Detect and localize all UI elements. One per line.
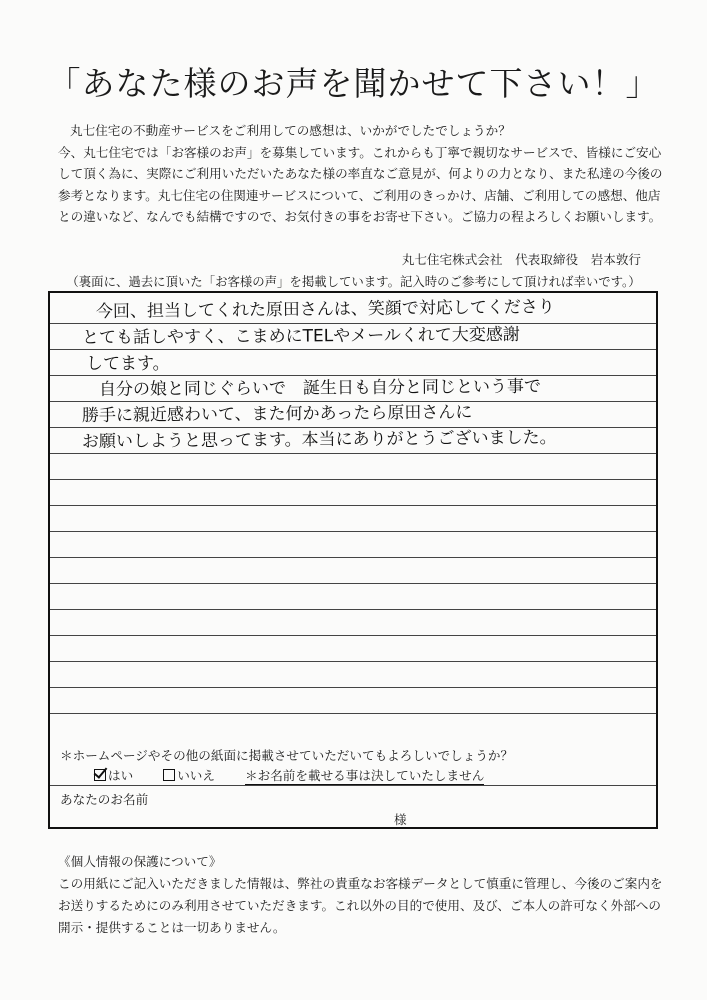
ruled-line bbox=[50, 531, 656, 532]
handwritten-line: 今回、担当してくれた原田さんは、笑顔で対応してくださり bbox=[95, 297, 555, 322]
divider bbox=[50, 785, 656, 786]
ruled-line bbox=[50, 505, 656, 506]
ruled-line bbox=[50, 661, 656, 662]
privacy-heading: 《個人情報の保護について》 bbox=[58, 854, 222, 869]
name-privacy-note: ＊お名前を載せる事は決していたしません bbox=[245, 765, 484, 785]
handwritten-line: お願いしようと思ってます。本当にありがとうございました。 bbox=[81, 427, 557, 452]
privacy-line: お送りするためにのみ利用させていただきます。これ以外の目的で使用、及び、ご本人の許可なく外部への bbox=[58, 898, 661, 913]
ruled-line bbox=[50, 479, 656, 480]
reference-note: （裏面に、過去に頂いた「お客様の声」を掲載しています。記入時のご参考にして頂ければ幸いです。） bbox=[66, 274, 641, 289]
checkbox-icon[interactable] bbox=[163, 769, 175, 781]
consent-yes-option[interactable] bbox=[94, 765, 133, 784]
ruled-line bbox=[50, 583, 656, 584]
ruled-line bbox=[50, 609, 656, 610]
consent-no-option[interactable] bbox=[163, 765, 215, 784]
name-label: あなたのお名前 bbox=[60, 792, 149, 807]
honorific-sama: 様 bbox=[394, 812, 407, 827]
intro-line: との違いなど、なんでも結構ですので、お気付きの事をお寄せ下さい。ご協力の程よろしくお願いします。 bbox=[58, 209, 662, 224]
ruled-line bbox=[50, 635, 656, 636]
handwritten-line: 自分の娘と同じぐらいで 誕生日も自分と同じという事で bbox=[81, 376, 541, 400]
ruled-line bbox=[50, 687, 656, 688]
ruled-line bbox=[50, 713, 656, 714]
handwritten-line: とても話しやすく、こまめにTELやメールくれて大変感謝 bbox=[81, 324, 520, 348]
checkbox-checked-icon[interactable] bbox=[94, 769, 106, 781]
intro-line: 今、丸七住宅では「お客様のお声」を募集しています。これからも丁寧で親切なサービスで、皆様にご安心 bbox=[58, 144, 662, 160]
consent-yes-label: はい bbox=[108, 768, 134, 783]
privacy-section bbox=[58, 851, 678, 939]
feedback-form bbox=[48, 291, 658, 829]
company-signature: 丸七住宅株式会社 代表取締役 岩本敦行 bbox=[401, 252, 641, 267]
comment-area[interactable] bbox=[50, 293, 656, 738]
intro-line: 参考となります。丸七住宅の住関連サービスについて、ご利用のきっかけ、店舗、ご利用しての感想、他店 bbox=[58, 187, 661, 203]
handwritten-line: してます。 bbox=[86, 354, 170, 374]
consent-options bbox=[94, 765, 484, 785]
privacy-line: 開示・提供することは一切ありません。 bbox=[58, 920, 286, 935]
consent-no-label: いいえ bbox=[177, 768, 215, 783]
ruled-line bbox=[50, 453, 656, 454]
intro-text bbox=[58, 120, 663, 228]
intro-line: 丸七住宅の不動産サービスをご利用しての感想は、いかがでしたでしょうか？ bbox=[70, 123, 511, 138]
privacy-line: この用紙にご記入いただきました情報は、弊社の貴重なお客様データとして慎重に管理し、今後のご案内を bbox=[58, 876, 663, 891]
page-title: 「あなた様のお声を聞かせて下さい！」 bbox=[47, 64, 660, 103]
ruled-line bbox=[50, 557, 656, 558]
consent-question: ＊ホームページやその他の紙面に掲載させていただいてもよろしいでしょうか？ bbox=[60, 748, 514, 763]
handwritten-line: 勝手に親近感わいて、また何かあったら原田さんに bbox=[81, 402, 473, 426]
intro-line: して頂く為に、実際にご利用いただいたあなた様の率直なご意見が、何よりの力となり、また私達の今後の bbox=[58, 166, 663, 181]
